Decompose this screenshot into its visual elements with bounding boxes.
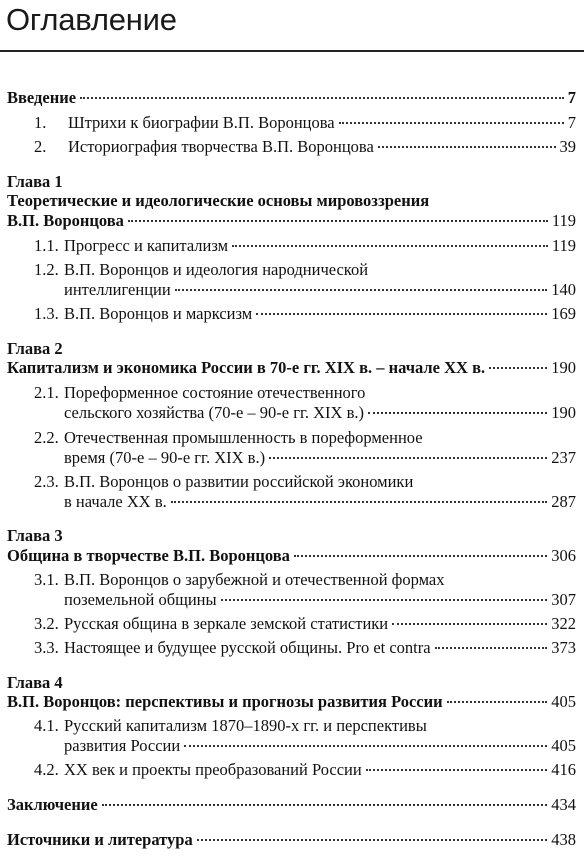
toc-entry-chapter-1[interactable] — [7, 211, 576, 231]
chapter-title: В.П. Воронцов: перспективы и прогнозы развития России — [7, 692, 443, 711]
page-number: 405 — [551, 736, 576, 755]
chapter-heading: Глава 4 — [7, 673, 63, 692]
section-number: 2.1. — [34, 383, 59, 402]
page-number: 322 — [551, 614, 576, 633]
section-number: 2.3. — [34, 472, 59, 491]
page-number: 438 — [551, 830, 576, 849]
leader-dots — [447, 701, 548, 703]
leader-dots — [80, 97, 564, 99]
leader-dots — [392, 623, 547, 625]
chapter-title: В.П. Воронцова — [7, 211, 124, 230]
leader-dots — [175, 289, 548, 291]
toc-entry-label: Настоящее и будущее русской общины. Pro et contra — [64, 638, 431, 657]
leader-dots — [294, 555, 547, 557]
section-number: 4.1. — [34, 716, 59, 735]
toc-entry-2-2-line1[interactable] — [34, 428, 576, 448]
leader-dots — [489, 367, 547, 369]
chapter-1-heading — [7, 172, 576, 192]
section-number: 2.2. — [34, 428, 59, 447]
toc-entry-3-2[interactable] — [34, 614, 576, 634]
page-number: 306 — [551, 546, 576, 565]
toc-entry-3-1-line2[interactable] — [64, 590, 576, 610]
toc-entry-label: интеллигенции — [64, 280, 171, 299]
leader-dots — [366, 769, 548, 771]
toc-entry-chapter-3[interactable] — [7, 546, 576, 566]
toc-entry-conclusion[interactable] — [7, 795, 576, 815]
leader-dots — [232, 245, 548, 247]
leader-dots — [102, 804, 548, 806]
toc-entry-intro-1[interactable] — [34, 113, 576, 133]
title-divider — [0, 50, 584, 52]
toc-entry-label: развития России — [64, 736, 181, 755]
section-number: 1.1. — [34, 236, 59, 255]
leader-dots — [221, 599, 548, 601]
toc-entry-label: В.П. Воронцов о развитии российской экономики — [64, 472, 414, 491]
chapter-heading: Глава 1 — [7, 172, 63, 191]
toc-entry-label: Отечественная промышленность в пореформенное — [64, 428, 423, 447]
toc-entry-label: Историография творчества В.П. Воронцова — [68, 137, 374, 156]
section-number: 3.3. — [34, 638, 59, 657]
leader-dots — [128, 220, 548, 222]
leader-dots — [184, 745, 547, 747]
leader-dots — [435, 647, 548, 649]
page-number: 190 — [551, 403, 576, 422]
leader-dots — [339, 122, 564, 124]
page-number: 416 — [551, 760, 576, 779]
toc-entry-label: Штрихи к биографии В.П. Воронцова — [68, 113, 335, 132]
toc-entry-label: В.П. Воронцов о зарубежной и отечественной формах — [64, 570, 445, 589]
chapter-2-heading — [7, 339, 576, 359]
toc-entry-label: Русская община в зеркале земской статистики — [64, 614, 389, 633]
toc-entry-2-2-line2[interactable] — [64, 448, 576, 468]
chapter-title: Община в творчестве В.П. Воронцова — [7, 546, 290, 565]
leader-dots — [378, 146, 556, 148]
chapter-title: Теоретические и идеологические основы мировоззрения — [7, 191, 430, 210]
page-title: Оглавление — [6, 2, 177, 37]
toc-entry-1-2-line1[interactable] — [34, 260, 576, 280]
page-number: 140 — [551, 280, 576, 299]
section-number: 3.1. — [34, 570, 59, 589]
toc-entry-2-1-line2[interactable] — [64, 403, 576, 423]
toc-entry-4-2[interactable] — [34, 760, 576, 780]
toc-entry-1-2-line2[interactable] — [64, 280, 576, 300]
toc-entry-4-1-line2[interactable] — [64, 736, 576, 756]
toc-entry-4-1-line1[interactable] — [34, 716, 576, 736]
page-number: 190 — [551, 358, 576, 377]
page-number: 237 — [551, 448, 576, 467]
leader-dots — [256, 313, 547, 315]
toc-entry-chapter-2[interactable] — [7, 358, 576, 378]
page-number: 39 — [559, 137, 576, 156]
chapter-title: Капитализм и экономика России в 70-е гг. XIX в. – начале XX в. — [7, 358, 486, 377]
page-number: 373 — [551, 638, 576, 657]
toc-entry-label: XX век и проекты преобразований России — [64, 760, 362, 779]
toc-entry-introduction[interactable] — [7, 88, 576, 108]
toc-entry-1-3[interactable] — [34, 304, 576, 324]
toc-entry-label: Источники и литература — [7, 830, 193, 849]
toc-entry-sources[interactable] — [7, 830, 576, 850]
toc-entry-3-1-line1[interactable] — [34, 570, 576, 590]
chapter-heading: Глава 3 — [7, 526, 63, 545]
toc-entry-label: Прогресс и капитализм — [64, 236, 229, 255]
page-number: 287 — [551, 492, 576, 511]
leader-dots — [269, 457, 547, 459]
section-number: 1.3. — [34, 304, 59, 323]
page-number: 169 — [551, 304, 576, 323]
toc-entry-label: сельского хозяйства (70-е – 90-е гг. XIX в.) — [64, 403, 364, 422]
chapter-3-heading — [7, 526, 576, 546]
toc-entry-label: В.П. Воронцов и марксизм — [64, 304, 253, 323]
chapter-1-title-line1 — [7, 191, 576, 211]
section-number: 3.2. — [34, 614, 59, 633]
toc-entry-label: Введение — [7, 88, 77, 107]
toc-entry-label: Пореформенное состояние отечественного — [64, 383, 366, 402]
toc-entry-2-3-line2[interactable] — [64, 492, 576, 512]
toc-entry-label: В.П. Воронцов и идеология народнической — [64, 260, 369, 279]
page-number: 119 — [551, 211, 576, 230]
section-number: 1.2. — [34, 260, 59, 279]
toc-entry-2-3-line1[interactable] — [34, 472, 576, 492]
page-number: 119 — [551, 236, 576, 255]
toc-entry-2-1-line1[interactable] — [34, 383, 576, 403]
toc-entry-1-1[interactable] — [34, 236, 576, 256]
section-number: 2. — [34, 137, 47, 156]
toc-entry-label: Русский капитализм 1870–1890-х гг. и перспективы — [64, 716, 427, 735]
toc-entry-label: время (70-е – 90-е гг. XIX в.) — [64, 448, 266, 467]
leader-dots — [197, 839, 548, 841]
page-number: 434 — [551, 795, 576, 814]
section-number: 4.2. — [34, 760, 59, 779]
toc-entry-label: Заключение — [7, 795, 98, 814]
page-number: 307 — [551, 590, 576, 609]
leader-dots — [171, 501, 548, 503]
page-number: 7 — [567, 88, 576, 107]
leader-dots — [368, 412, 547, 414]
toc-entry-label: поземельной общины — [64, 590, 217, 609]
toc-entry-label: в начале XX в. — [64, 492, 167, 511]
toc-entry-intro-2[interactable] — [34, 137, 576, 157]
page-number: 405 — [551, 692, 576, 711]
toc-entry-chapter-4[interactable] — [7, 692, 576, 712]
page-number: 7 — [567, 113, 576, 132]
chapter-4-heading — [7, 673, 576, 693]
toc-entry-3-3[interactable] — [34, 638, 576, 658]
section-number: 1. — [34, 113, 47, 132]
chapter-heading: Глава 2 — [7, 339, 63, 358]
